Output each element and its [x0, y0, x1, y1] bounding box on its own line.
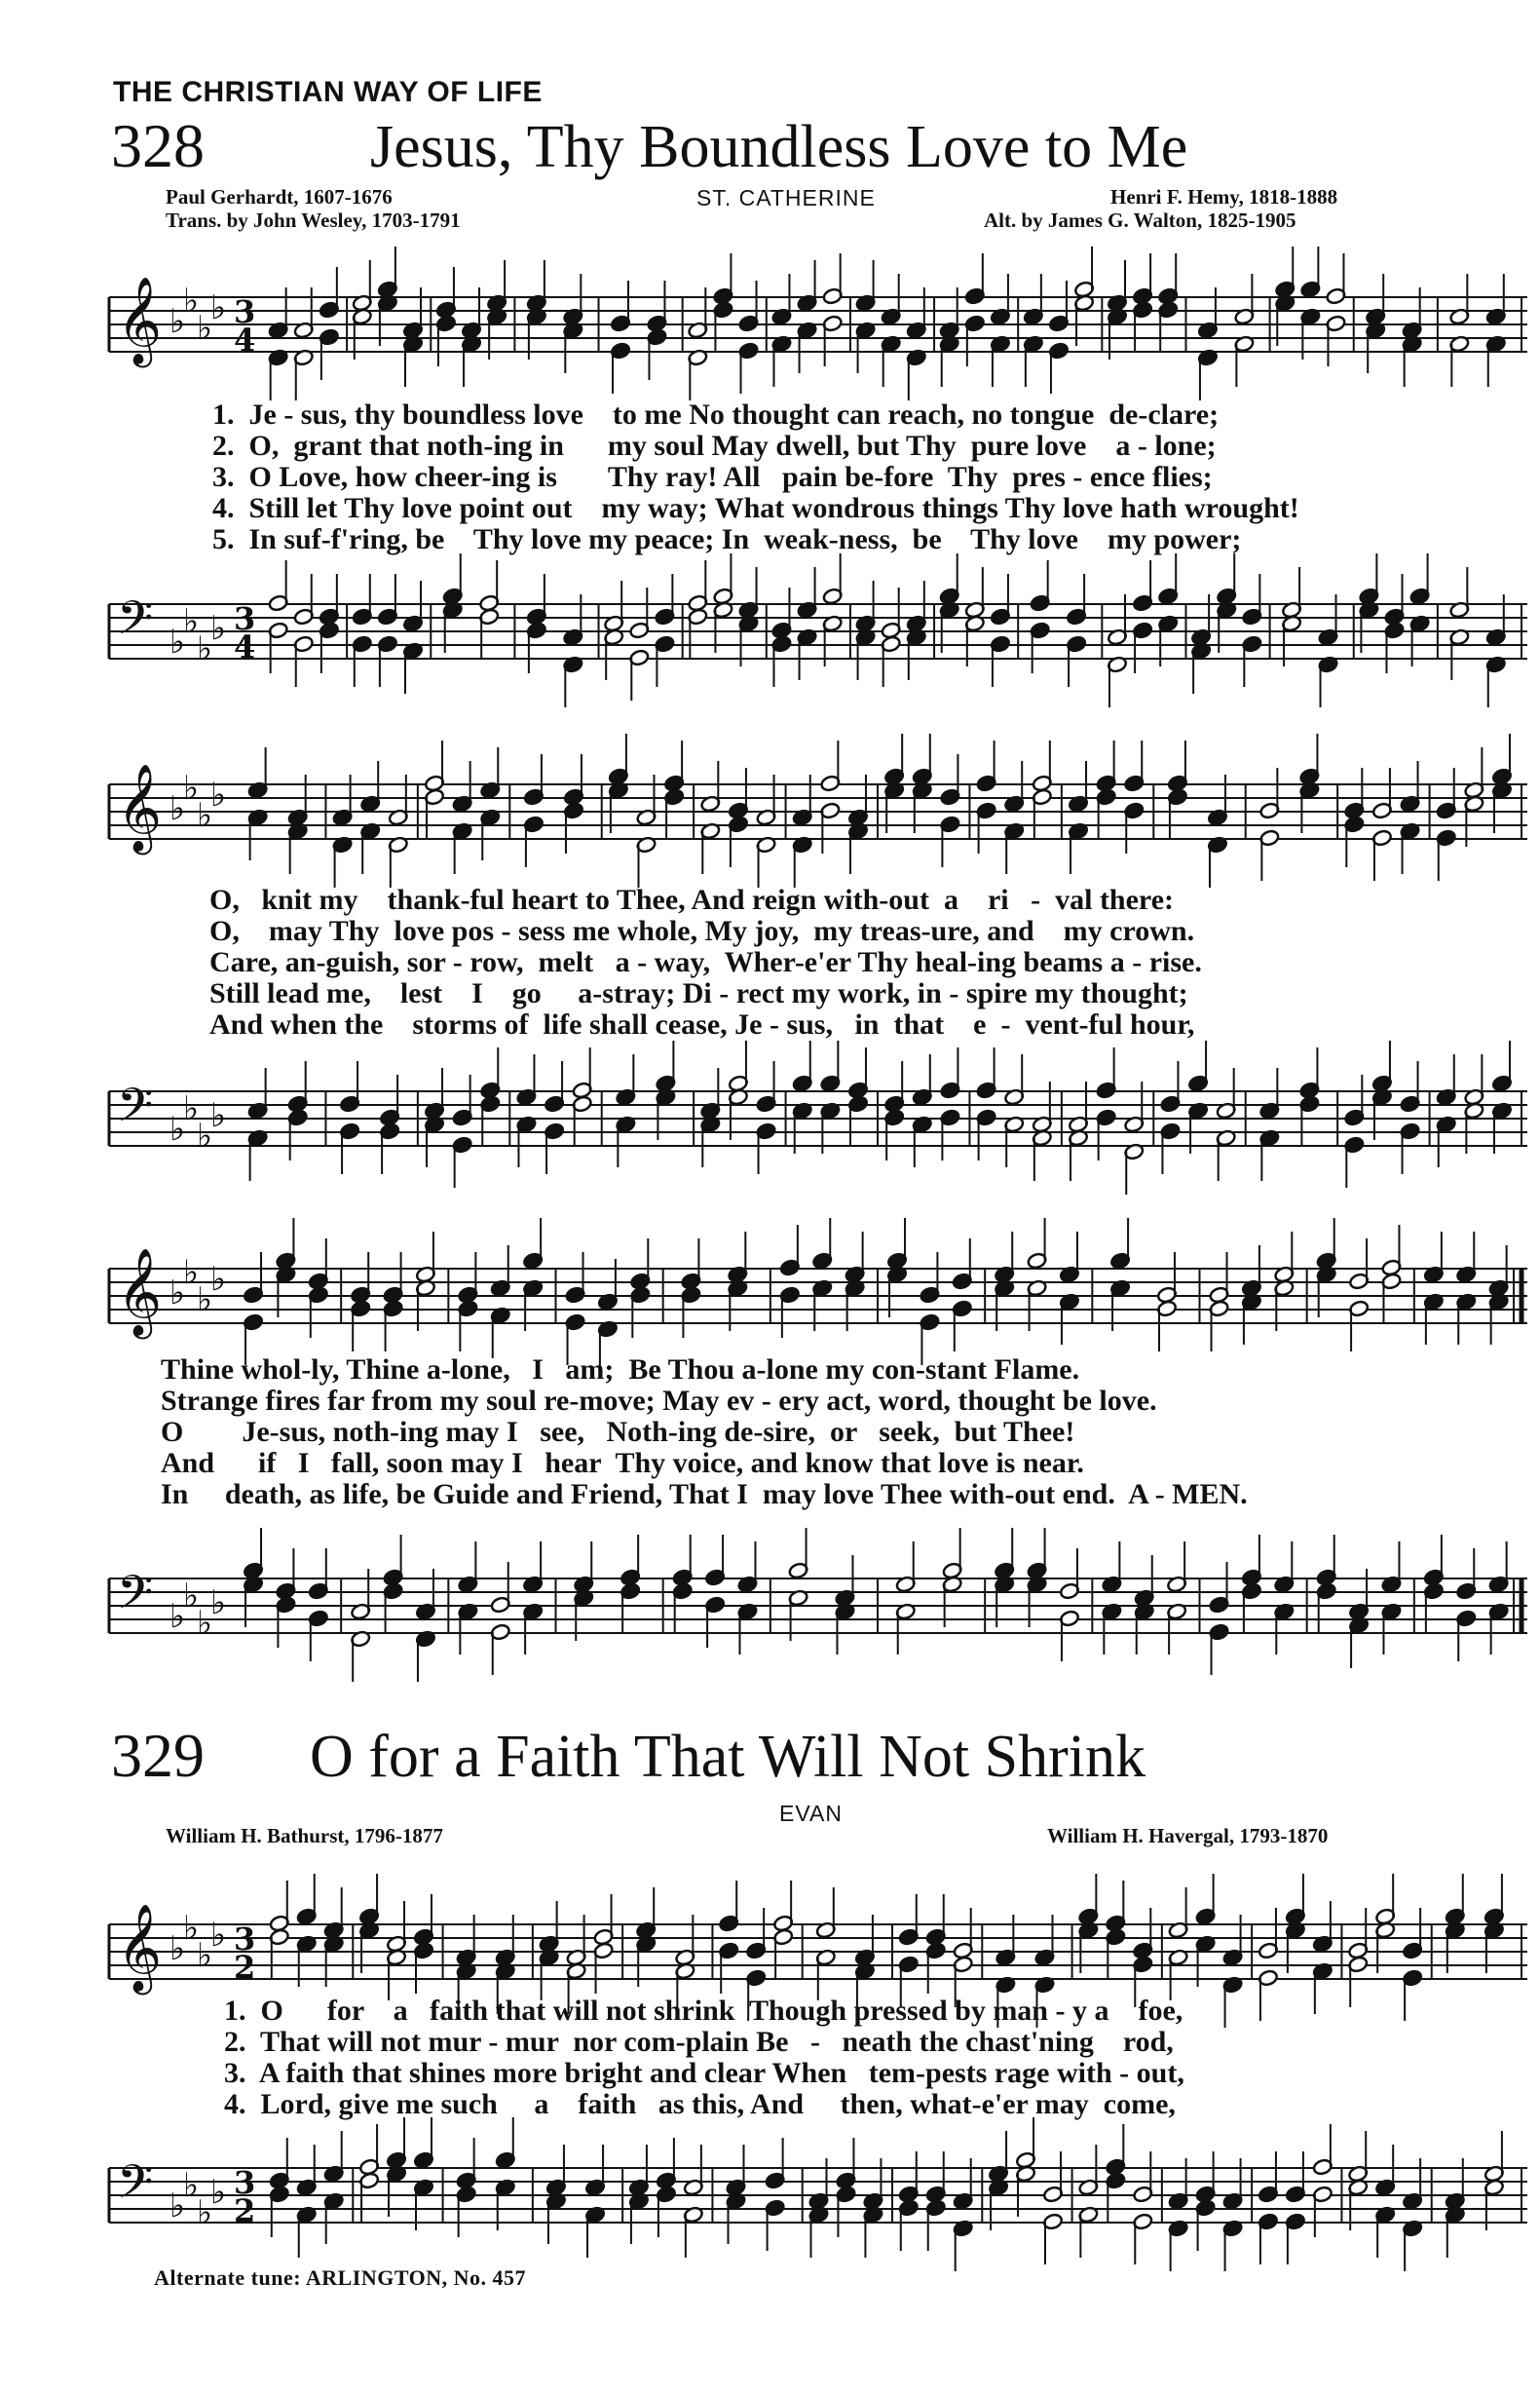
- verse-line: 2. That will not mur - mur nor com-plain Be - neath the chast'ning rod,: [224, 2026, 1174, 2058]
- bass-staff: [0, 2129, 1540, 2256]
- flat-icon: ♭: [197, 796, 213, 835]
- flat-icon: ♭: [183, 1253, 200, 1292]
- tune-name: EVAN: [779, 1801, 843, 1826]
- treble-staff: [0, 1885, 1540, 2012]
- bass-clef-icon: 𝄢: [117, 1078, 154, 1144]
- flat-icon: ♭: [183, 1089, 200, 1128]
- svg-text:3: 3: [234, 1921, 256, 1958]
- bass-staff: [0, 1052, 1540, 1179]
- flat-icon: ♭: [183, 1577, 200, 1616]
- flat-icon: ♭: [197, 1117, 213, 1156]
- flat-icon: ♭: [169, 789, 186, 828]
- treble-clef-icon: 𝄞: [117, 1904, 163, 1992]
- flat-icon: ♭: [169, 1110, 186, 1149]
- hymn-number: 329: [111, 1721, 205, 1790]
- treble-staff: [0, 1230, 1540, 1356]
- bass-staff: [0, 1540, 1540, 1666]
- flat-icon: ♭: [169, 1274, 186, 1312]
- flat-icon: ♭: [210, 1096, 227, 1135]
- flat-icon: ♭: [210, 2173, 227, 2212]
- svg-text:4: 4: [234, 322, 256, 359]
- verse-line: O, knit my thank-ful heart to Thee, And reign with-out a ri - val there:: [209, 884, 1175, 916]
- treble-clef-icon: 𝄞: [117, 764, 163, 852]
- flat-icon: ♭: [210, 1260, 227, 1299]
- verse-line: 4. Still let Thy love point out my way; What wondrous things Thy love hath wrought!: [212, 492, 1299, 524]
- verse-line: And if I fall, soon may I hear Thy voice, and know that love is near.: [161, 1447, 1084, 1479]
- treble-staff: [0, 745, 1540, 872]
- verse-line: O Je-sus, noth-ing may I see, Noth-ing de-sire, or seek, but Thee!: [161, 1416, 1075, 1448]
- verse-line: Care, an-guish, sor - row, melt a - way, Wher-e'er Thy heal-ing beams a - rise.: [209, 946, 1202, 978]
- verse-block: [212, 399, 1299, 555]
- flat-icon: ♭: [210, 776, 227, 815]
- verse-line: Thine whol-ly, Thine a-lone, I am; Be Thou a-lone my con-stant Flame.: [161, 1353, 1080, 1386]
- flat-icon: ♭: [197, 1280, 213, 1319]
- verse-line: 5. In suf-f'ring, be Thy love my peace; In weak-ness, be Thy love my power;: [212, 523, 1242, 555]
- flat-icon: ♭: [210, 609, 227, 648]
- verse-line: O, may Thy love pos - sess me whole, My joy, my treas-ure, and my crown.: [209, 915, 1195, 947]
- flat-icon: ♭: [183, 769, 200, 808]
- verse-line: 2. O, grant that noth-ing in my soul May dwell, but Thy pure love a - lone;: [212, 430, 1217, 462]
- bass-clef-icon: 𝄢: [117, 1565, 154, 1631]
- svg-text:2: 2: [234, 1949, 256, 1986]
- flat-icon: ♭: [197, 309, 213, 348]
- flat-icon: ♭: [183, 1909, 200, 1948]
- tune-name: ST. CATHERINE: [696, 185, 876, 210]
- author-credit: William H. Bathurst, 1796-1877: [166, 1824, 443, 1847]
- translator-credit: Trans. by John Wesley, 1703-1791: [166, 209, 461, 232]
- hymn-number: 328: [111, 111, 205, 180]
- flat-icon: ♭: [183, 282, 200, 321]
- svg-text:4: 4: [234, 628, 256, 666]
- flat-icon: ♭: [169, 2187, 186, 2225]
- verse-block: [209, 885, 1202, 1041]
- hymn-title: O for a Faith That Will Not Shrink: [310, 1724, 1146, 1790]
- flat-icon: ♭: [183, 602, 200, 641]
- flat-icon: ♭: [197, 2193, 213, 2232]
- arranger-credit: Alt. by James G. Walton, 1825-1905: [984, 209, 1296, 232]
- flat-icon: ♭: [197, 1604, 213, 1643]
- verse-block: [161, 1354, 1248, 1510]
- svg-text:3: 3: [234, 2164, 256, 2201]
- svg-text:2: 2: [234, 2192, 256, 2229]
- verse-line: Strange fires far from my soul re-move; May ev - ery act, word, thought be love.: [161, 1385, 1157, 1417]
- bass-staff: [0, 565, 1540, 692]
- flat-icon: ♭: [210, 288, 227, 327]
- verse-line: 1. Je - sus, thy boundless love to me No thought can reach, no tongue de-clare;: [212, 399, 1220, 431]
- verse-line: 3. O Love, how cheer-ing is Thy ray! All pain be-fore Thy pres - ence flies;: [212, 461, 1213, 493]
- treble-staff: [0, 258, 1540, 385]
- flat-icon: ♭: [210, 1583, 227, 1622]
- bass-clef-icon: 𝄢: [117, 590, 154, 657]
- flat-icon: ♭: [210, 1916, 227, 1955]
- section-title: THE CHRISTIAN WAY OF LIFE: [113, 76, 543, 108]
- flat-icon: ♭: [169, 1929, 186, 1968]
- composer-credit: Henri F. Hemy, 1818-1888: [1110, 185, 1338, 209]
- composer-credit: William H. Havergal, 1793-1870: [1047, 1824, 1329, 1847]
- verse-line: Still lead me, lest I go a-stray; Di - rect my work, in - spire my thought;: [209, 977, 1188, 1009]
- verse-line: In death, as life, be Guide and Friend, That I may love Thee with-out end. A - MEN.: [161, 1478, 1248, 1510]
- svg-text:3: 3: [234, 293, 256, 330]
- flat-icon: ♭: [197, 629, 213, 668]
- verse-line: 4. Lord, give me such a faith as this, And then, what-e'er may come,: [224, 2088, 1176, 2120]
- treble-clef-icon: 𝄞: [117, 277, 163, 364]
- verse-line: And when the storms of life shall cease, Je - sus, in that e - vent-ful hour,: [209, 1008, 1195, 1041]
- flat-icon: ♭: [169, 302, 186, 341]
- alternate-tune-note: Alternate tune: ARLINGTON, No. 457: [154, 2265, 527, 2290]
- flat-icon: ♭: [169, 623, 186, 662]
- flat-icon: ♭: [183, 2166, 200, 2205]
- bass-clef-icon: 𝄢: [117, 2154, 154, 2221]
- verse-block: [224, 1996, 1184, 2120]
- author-credit: Paul Gerhardt, 1607-1676: [166, 185, 393, 209]
- treble-clef-icon: 𝄞: [117, 1248, 163, 1336]
- svg-text:3: 3: [234, 600, 256, 637]
- hymn-title: Jesus, Thy Boundless Love to Me: [370, 114, 1188, 180]
- flat-icon: ♭: [169, 1597, 186, 1636]
- flat-icon: ♭: [197, 1936, 213, 1975]
- verse-line: 3. A faith that shines more bright and clear When tem-pests rage with - out,: [224, 2057, 1184, 2089]
- verse-line: 1. O for a faith that will not shrink Though pressed by man - y a foe,: [224, 1995, 1183, 2027]
